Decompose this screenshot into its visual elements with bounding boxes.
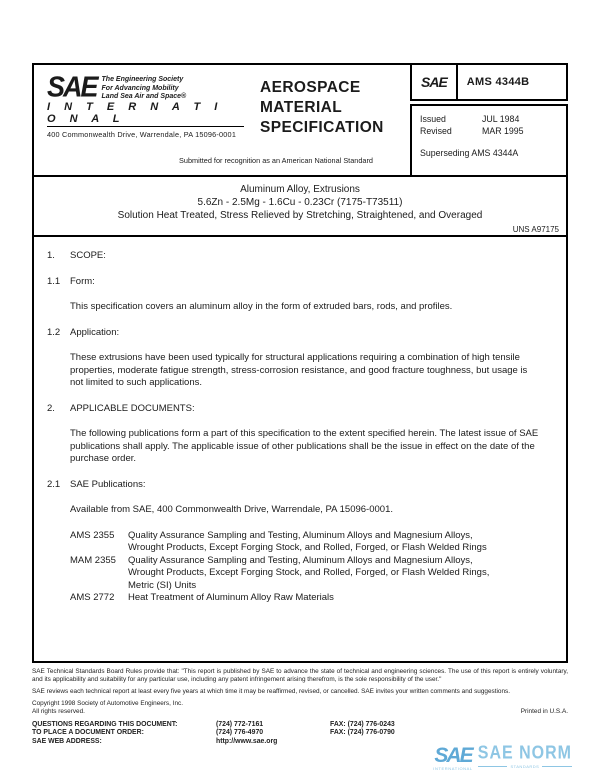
publication-code: MAM 2355 xyxy=(70,554,116,566)
watermark-subtitle xyxy=(478,764,572,769)
uns-number: UNS A97175 xyxy=(512,225,559,234)
section-title: SAE Publications: xyxy=(70,478,146,490)
standards-board-notice: SAE Technical Standards Board Rules provide that: "This report is published by SAE to advance the state of technical and engineering sciences. The use of this report is entirely voluntary, and its applicability and suitability for any particular use, including any patent infringement arising therefrom, is the sole responsibility of the user." xyxy=(32,668,568,683)
badge-sae-logo: SAE xyxy=(421,74,447,90)
document-frame xyxy=(32,63,568,663)
sae-international-label: I N T E R N A T I O N A L xyxy=(47,101,244,127)
document-footer xyxy=(32,668,568,746)
publication-item xyxy=(70,592,510,605)
contact-label: QUESTIONS REGARDING THIS DOCUMENT: xyxy=(32,720,178,728)
section-2-1-text: Available from SAE, 400 Commonwealth Drive, Warrendale, PA 15096-0001. xyxy=(70,504,393,515)
sae-logo-tagline xyxy=(102,74,187,102)
doc-number-badge xyxy=(410,63,568,101)
section-1-1-text: This specification covers an aluminum alloy in the form of extruded bars, rods, and profiles. xyxy=(70,301,453,312)
section-number: 2.1 xyxy=(47,478,61,490)
publication-code: AMS 2772 xyxy=(70,592,115,603)
doc-type-line-3: SPECIFICATION xyxy=(260,119,384,136)
title-block xyxy=(32,175,568,237)
publication-title: Heat Treatment of Aluminum Alloy Raw Materials xyxy=(128,592,334,603)
publication-title: Quality Assurance Sampling and Testing, Aluminum Alloys and Magnesium Alloys, Wrought Products, Except Forging Stock, and Rolled, Forged, or Flash Welded Rings xyxy=(128,529,487,553)
section-number: 1.1 xyxy=(47,275,61,287)
printed-in-usa: Printed in U.S.A. xyxy=(520,707,568,715)
section-2-text: The following publications form a part of this specification to the extent specified herein. The latest issue of SAE publications shall apply. The applicable issue of other publications shall be the issue in effect on the date of the purchase order. xyxy=(70,428,539,464)
contact-info xyxy=(32,721,568,747)
contact-web-address: http://www.sae.org xyxy=(216,737,278,745)
sae-norm-watermark xyxy=(433,743,572,771)
revised-label: Revised xyxy=(420,125,452,136)
watermark-international-text: INTERNATIONAL xyxy=(433,766,473,771)
watermark-rule-left xyxy=(478,766,508,767)
section-title: SCOPE: xyxy=(70,250,106,261)
watermark-sae-logo xyxy=(433,746,473,771)
doc-number: AMS 4344B xyxy=(466,76,530,88)
contact-row xyxy=(32,721,568,730)
section-2-heading xyxy=(47,403,546,416)
doc-type-line-2: MATERIAL xyxy=(260,99,343,116)
publication-title: Quality Assurance Sampling and Testing, Aluminum Alloys and Magnesium Alloys, Wrought Products, Except Forging Stock, and Rolled, Forged, or Flash Welded Rings, Metric (SI) Units xyxy=(128,554,490,591)
issued-label: Issued xyxy=(420,114,446,124)
sae-logo-text: SAE xyxy=(47,71,97,103)
tagline-line-2: For Advancing Mobility xyxy=(101,84,179,92)
watermark-norm-text: SAE NORM xyxy=(477,743,572,764)
watermark-rule-right xyxy=(542,766,572,767)
section-number: 2. xyxy=(47,402,55,414)
publication-item xyxy=(70,555,510,593)
contact-fax: FAX: (724) 776-0790 xyxy=(330,729,395,737)
contact-label: SAE WEB ADDRESS: xyxy=(32,737,102,745)
tagline-line-3: Land Sea Air and Space® xyxy=(101,93,187,100)
section-number: 1.2 xyxy=(47,326,61,338)
copyright-line: Copyright 1998 Society of Automotive Engineers, Inc. xyxy=(32,699,183,707)
issued-date: JUL 1984 xyxy=(482,114,520,124)
watermark-sae-text: SAE xyxy=(434,744,472,767)
revision-dates-box xyxy=(410,104,568,177)
section-2-1-heading xyxy=(47,479,546,492)
document-header xyxy=(32,63,568,177)
review-notice: SAE reviews each technical report at least every five years at which time it may be reaffirmed, revised, or cancelled. SAE invites your written comments and suggestions. xyxy=(32,687,510,695)
section-1-heading xyxy=(47,250,546,263)
section-1-2-heading xyxy=(47,327,546,340)
doc-type-line-1: AEROSPACE xyxy=(260,79,361,96)
tagline-line-1: The Engineering Society xyxy=(101,76,184,83)
publication-item xyxy=(70,530,510,555)
section-title: Form: xyxy=(70,275,95,287)
header-left-cell xyxy=(32,63,410,177)
watermark-norm-block xyxy=(477,743,572,769)
rights-reserved: All rights reserved. xyxy=(32,707,85,715)
contact-phone: (724) 776-4970 xyxy=(216,729,264,737)
title-line-3: Solution Heat Treated, Stress Relieved by Stretching, Straightened, and Overaged xyxy=(117,210,483,221)
contact-fax: FAX: (724) 776-0243 xyxy=(330,720,395,728)
superseding-note: Superseding AMS 4344A xyxy=(420,148,519,158)
contact-label: TO PLACE A DOCUMENT ORDER: xyxy=(32,729,144,737)
contact-row xyxy=(32,729,568,738)
section-1-2-text: These extrusions have been used typically for structural applications requiring a combination of high tensile properties, moderate fatigue strength, stress-corrosion resistance, and good fracture toughness, but usage is not limited to such applications. xyxy=(70,352,528,388)
publication-code: AMS 2355 xyxy=(70,529,115,541)
section-title: APPLICABLE DOCUMENTS: xyxy=(70,402,195,414)
revised-date: MAR 1995 xyxy=(482,125,524,136)
rights-row xyxy=(32,708,568,716)
contact-phone: (724) 772-7161 xyxy=(216,720,264,728)
dates-grid xyxy=(420,114,566,137)
header-right-column xyxy=(410,63,568,177)
section-1-1-heading xyxy=(47,276,546,289)
publications-list xyxy=(70,530,546,605)
watermark-subtitle-text: STANDARDS xyxy=(510,764,540,769)
document-body xyxy=(32,235,568,663)
document-type-title xyxy=(260,78,384,138)
submitted-note: Submitted for recognition as an American National Standard xyxy=(179,155,373,165)
section-title: Application: xyxy=(70,326,120,338)
title-line-2: 5.6Zn - 2.5Mg - 1.6Cu - 0.23Cr (7175-T73511) xyxy=(197,197,403,208)
section-number: 1. xyxy=(47,250,55,261)
sae-address: 400 Commonwealth Drive, Warrendale, PA 15096-0001 xyxy=(47,129,237,139)
title-line-1: Aluminum Alloy, Extrusions xyxy=(240,184,360,195)
